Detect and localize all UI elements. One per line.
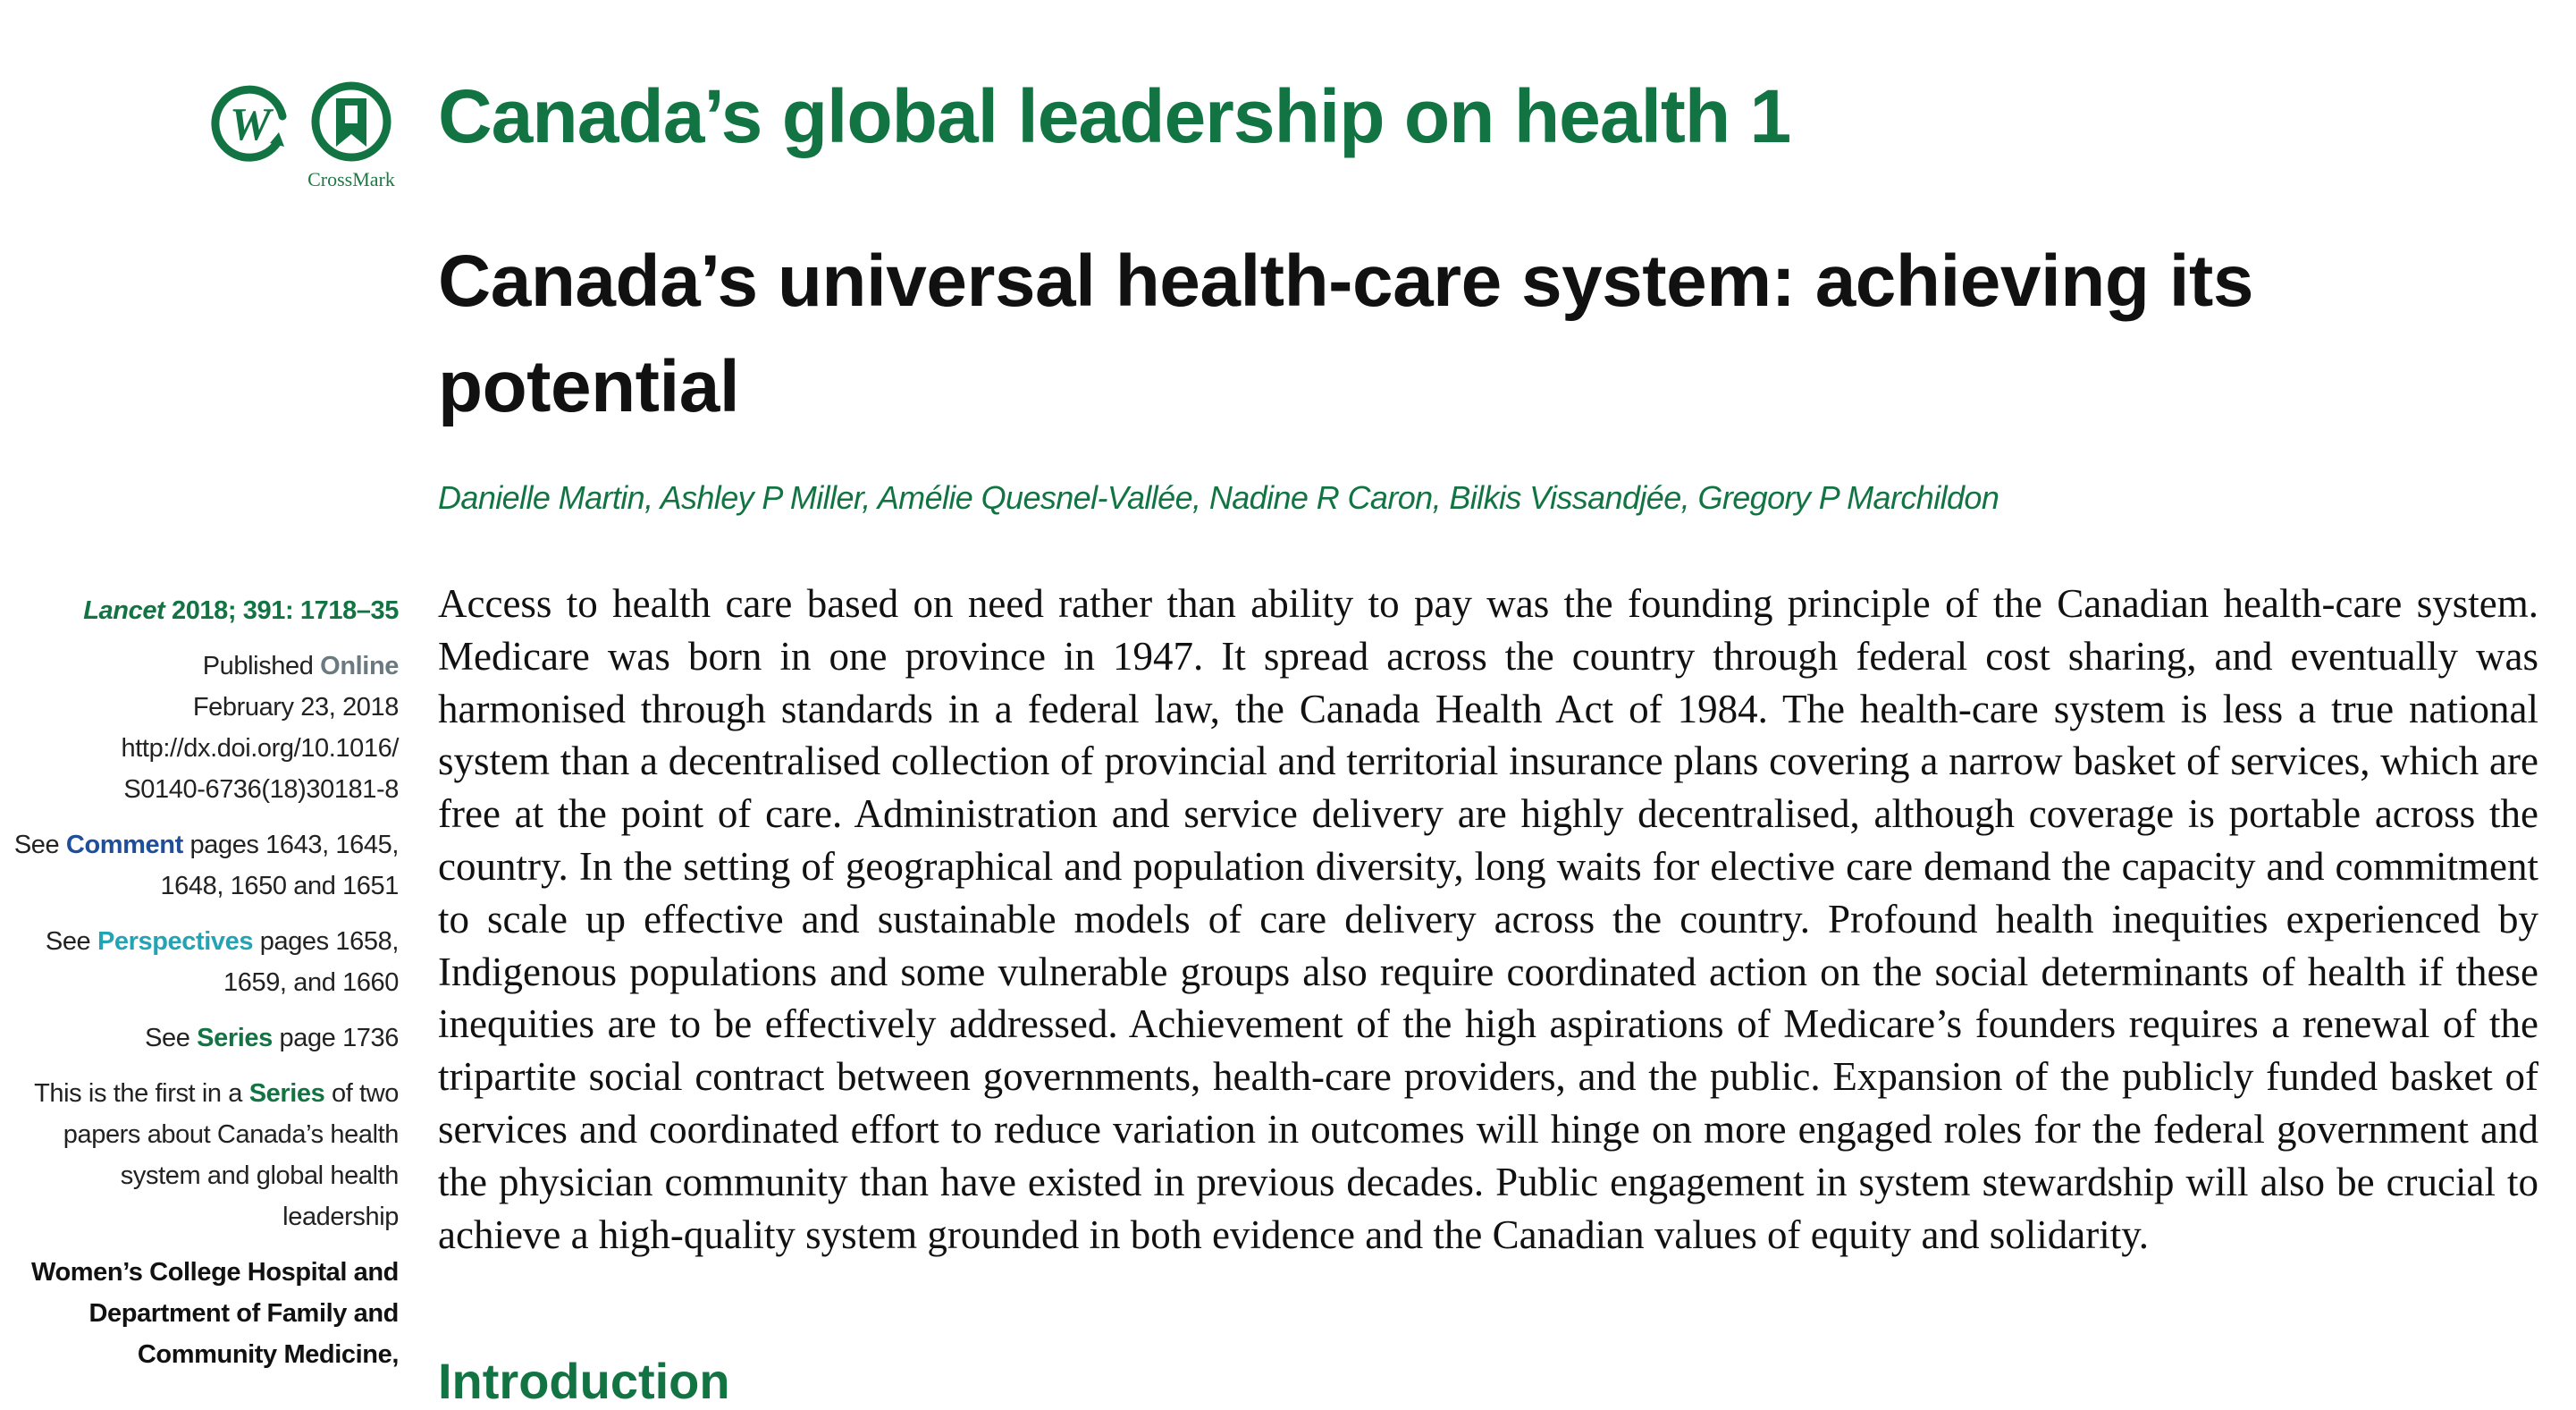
sidebar	[0, 590, 399, 1389]
author-list: Danielle Martin, Ashley P Miller, Amélie Quesnel-Vallée, Nadine R Caron, Bilkis Vissandjée, Gregory P Marchildon	[438, 479, 1999, 516]
series-note-link[interactable]: Series	[248, 1079, 325, 1108]
citation-journal: Lancet	[83, 596, 165, 625]
perspectives-pages: pages 1658, 1659, and 1660	[223, 927, 399, 997]
next-section-heading: Introduction	[438, 1353, 730, 1409]
see-series	[0, 1017, 399, 1059]
see-perspectives	[0, 921, 399, 1003]
series-note-prefix: This is the first in a	[34, 1079, 249, 1108]
crossmark-label: CrossMark	[307, 168, 395, 190]
citation	[0, 590, 399, 631]
comment-link[interactable]: Comment	[65, 831, 183, 859]
online-link[interactable]: Online	[320, 652, 399, 680]
doi-link-line2[interactable]: S0140-6736(18)30181-8	[123, 775, 399, 804]
abstract-text: Access to health care based on need rather than ability to pay was the founding principle of the Canadian health-care system. Medicare was born in one province in 1947. It spread across the country through federal cost sharing, and eventually was harmonised through standards in a federal law, the Canada Health Act of 1984. The health-care system is less a true national system than a decentralised collection of provincial and territorial insurance plans covering a narrow basket of services, which are free at the point of care. Administration and service delivery are highly decentralised, although coverage is portable across the country. In the setting of geographical and population diversity, long waits for elective care demand the capacity and commitment to scale up effective and sustainable models of care delivery across the country. Profound health inequities experienced by Indigenous populations and some vulnerable groups also require coordinated action on the social determinants of health if these inequities are to be effectively addressed. Achievement of the high aspirations of Medicare’s founders requires a renewal of the tripartite social contract between governments, health-care providers, and the public. Expansion of the publicly funded basket of services and coordinated effort to reduce variation in outcomes will hinge on more engaged roles for the federal government and the physician community than have existed in previous decades. Public engagement in system stewardship will also be crucial to achieve a high-quality system grounded in both evidence and the Canadian values of equity and solidarity.	[438, 581, 2538, 1257]
publication-info	[0, 646, 399, 810]
series-title: Canada’s global leadership on health 1	[438, 74, 1791, 158]
comment-pages: pages 1643, 1645, 1648, 1650 and 1651	[160, 831, 399, 900]
crossmark-icon	[299, 79, 404, 168]
see-comment	[0, 824, 399, 907]
series-page: page 1736	[272, 1024, 399, 1052]
see-prefix: See	[13, 831, 66, 859]
author-affiliation: Women’s College Hospital and Department of Family and Community Medicine,	[31, 1258, 399, 1369]
doi-link-line1[interactable]: http://dx.doi.org/10.1016/	[121, 734, 399, 763]
published-prefix: Published	[202, 652, 321, 680]
svg-text:W: W	[229, 99, 272, 150]
published-date: February 23, 2018	[192, 693, 399, 722]
next-section-heading-clip	[438, 1348, 730, 1409]
citation-details: 2018; 391: 1718–35	[164, 596, 399, 625]
series-note	[0, 1073, 399, 1237]
w-open-access-icon[interactable]	[207, 80, 293, 166]
series-link[interactable]: Series	[197, 1024, 273, 1052]
crossmark-logo[interactable]	[299, 79, 404, 195]
article-title: Canada’s universal health-care system: achieving its potential	[438, 241, 2253, 427]
see-prefix: See	[45, 927, 97, 956]
see-prefix: See	[145, 1024, 198, 1052]
perspectives-link[interactable]: Perspectives	[97, 927, 254, 956]
series-note-text: of two papers about Canada’s health system and global health leadership	[63, 1079, 399, 1231]
